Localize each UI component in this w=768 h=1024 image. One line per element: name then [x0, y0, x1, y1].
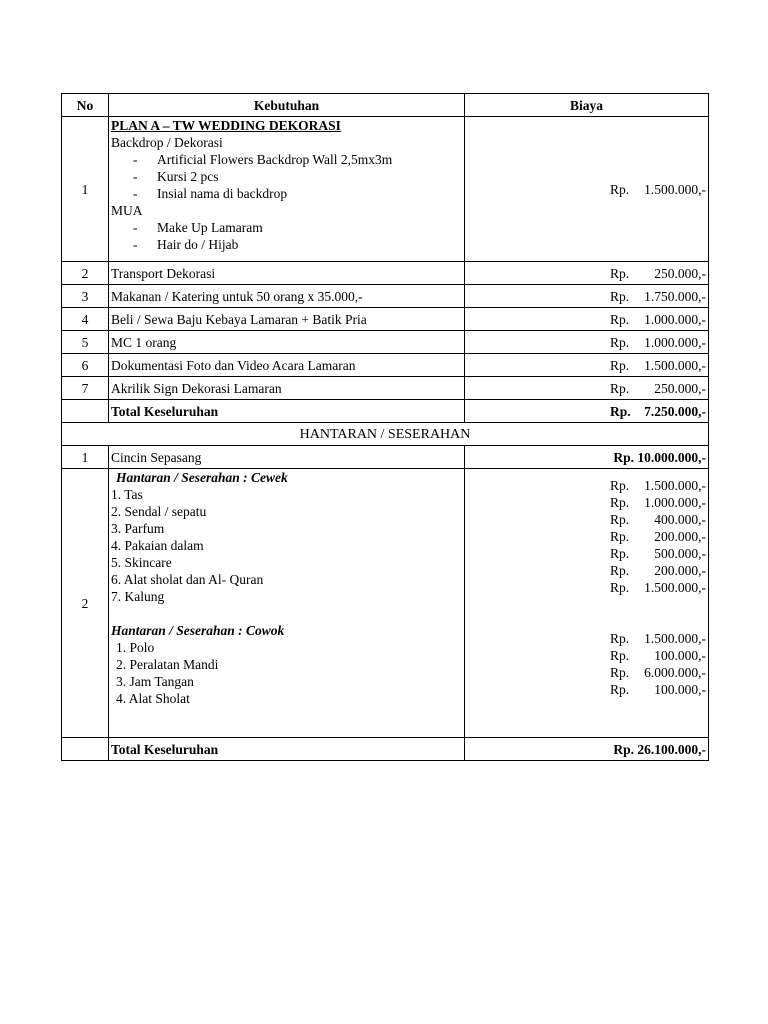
header-need: Kebutuhan: [109, 94, 465, 117]
table-row: 4 Beli / Sewa Baju Kebaya Lamaran + Batik Pria Rp. 1.000.000,-: [62, 308, 709, 331]
list-item: 6. Alat sholat dan Al- Quran: [111, 572, 264, 587]
plan-no: 1: [62, 117, 109, 262]
list-item: 3. Jam Tangan: [116, 674, 194, 689]
cost-line: Rp. 6.000.000,-: [610, 665, 706, 680]
cewek-title: Hantaran / Seserahan : Cewek: [116, 470, 288, 485]
total-label: Total Keseluruhan: [109, 400, 465, 423]
cost-line: Rp. 200.000,-: [610, 529, 706, 544]
cost-line: Rp. 1.500.000,-: [610, 631, 706, 646]
list-item: 2. Peralatan Mandi: [116, 657, 219, 672]
list-item: 4. Pakaian dalam: [111, 538, 204, 553]
cost-line: Rp. 200.000,-: [610, 563, 706, 578]
hantaran-costs: [465, 469, 709, 738]
hantaran-details: [109, 469, 465, 738]
list-item: - Kursi 2 pcs: [133, 169, 219, 184]
cost-line: Rp. 400.000,-: [610, 512, 706, 527]
cost-line: Rp. 500.000,-: [610, 546, 706, 561]
list-item: - Insial nama di backdrop: [133, 186, 288, 201]
table-row: 7 Akrilik Sign Dekorasi Lamaran Rp. 250.000,-: [62, 377, 709, 400]
list-item: - Hair do / Hijab: [133, 237, 239, 252]
grand-total-amount: Rp. 26.100.000,-: [465, 738, 709, 761]
cost-line: Rp. 1.500.000,-: [610, 478, 706, 493]
table-row: 2 Transport Dekorasi Rp. 250.000,-: [62, 262, 709, 285]
list-item: 4. Alat Sholat: [116, 691, 190, 706]
plan-group-mua: MUA: [111, 203, 143, 218]
header-no: No: [62, 94, 109, 117]
grand-total-label: Total Keseluruhan: [109, 738, 465, 761]
grand-total-row: [62, 738, 709, 761]
list-item: 1. Tas: [111, 487, 143, 502]
list-item: 7. Kalung: [111, 589, 165, 604]
cost-line: Rp. 1.500.000,-: [610, 580, 706, 595]
section-row: [62, 423, 709, 446]
hantaran-row: 2 Hantaran / Seserahan : Cewek 1. Tas 2. Sendal / sepatu 3. Parfum 4. Pakaian dalam 5. Skincare 6. Alat sholat dan Al- Quran 7. Kalung Hantaran / Seserahan : Cowok 1. Polo 2. Peralatan Mandi 3. Jam Tangan 4. Alat Sholat Rp. 1.500.000,- Rp. 1.000.000,- Rp. 400.000,- Rp. 200.000,- Rp. 500.000,- Rp. 200.000,- Rp. 1.500.000,- Rp. 1.500.000,- Rp. 100.000,- Rp. 6.000.000,- Rp. 100.000,-: [62, 469, 709, 738]
plan-group-backdrop: Backdrop / Dekorasi: [111, 135, 223, 150]
list-item: 1. Polo: [116, 640, 155, 655]
table-row: 6 Dokumentasi Foto dan Video Acara Lamaran Rp. 1.500.000,-: [62, 354, 709, 377]
list-item: - Make Up Lamaram: [133, 220, 263, 235]
total-row: Total Keseluruhan Rp. 7.250.000,-: [62, 400, 709, 423]
cost-line: Rp. 100.000,-: [610, 682, 706, 697]
list-item: 3. Parfum: [111, 521, 165, 536]
list-item: 2. Sendal / sepatu: [111, 504, 207, 519]
section-title: HANTARAN / SESERAHAN: [62, 423, 709, 446]
table-row: 5 MC 1 orang Rp. 1.000.000,-: [62, 331, 709, 354]
list-item: 5. Skincare: [111, 555, 172, 570]
budget-table: [61, 93, 709, 761]
header-row: [62, 94, 709, 117]
plan-cost: Rp. 1.500.000,-: [465, 117, 709, 262]
plan-title: PLAN A – TW WEDDING DEKORASI: [111, 118, 341, 133]
plan-details: [109, 117, 465, 262]
list-item: - Artificial Flowers Backdrop Wall 2,5mx3m: [133, 152, 393, 167]
cost-line: Rp. 1.000.000,-: [610, 495, 706, 510]
table-row: 3 Makanan / Katering untuk 50 orang x 35.000,- Rp. 1.750.000,-: [62, 285, 709, 308]
plan-row: [62, 117, 709, 262]
header-cost: Biaya: [465, 94, 709, 117]
cowok-title: Hantaran / Seserahan : Cowok: [111, 623, 285, 638]
table-row: 1 Cincin Sepasang Rp. 10.000.000,-: [62, 446, 709, 469]
cost-line: Rp. 100.000,-: [610, 648, 706, 663]
